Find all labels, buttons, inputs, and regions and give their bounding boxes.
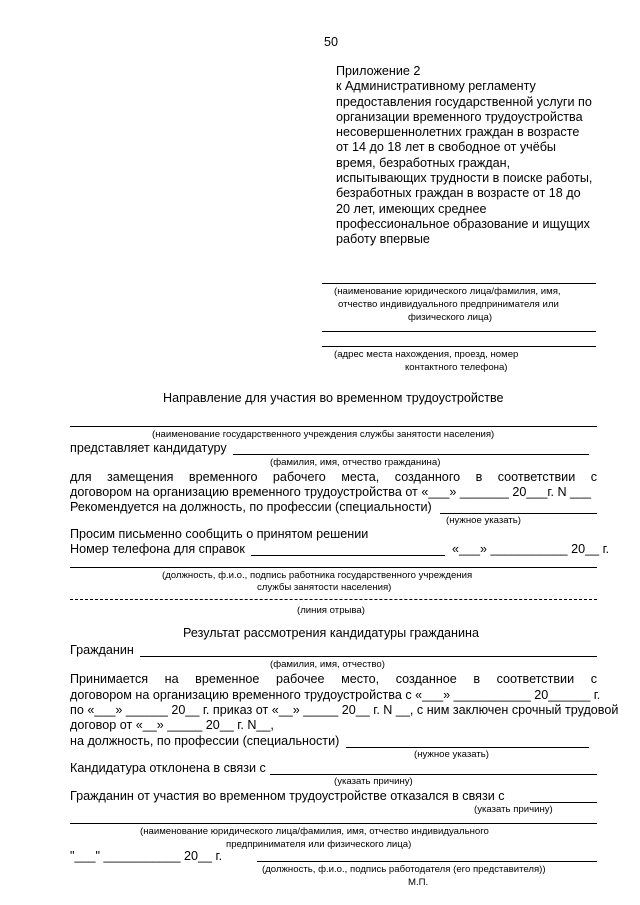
result-date: "___" ___________ 20__ г. <box>70 849 223 863</box>
reason-caption: (указать причину) <box>474 804 553 815</box>
agency-name-line[interactable] <box>70 426 597 427</box>
appendix-line: организации временного трудоустройства <box>336 109 583 124</box>
result-specify-caption: (нужное указать) <box>414 749 489 760</box>
agency-caption: (наименование государственного учреждения службы занятости населения) <box>152 429 495 440</box>
refused-line: Гражданин от участия во временном трудоустройстве отказался в связи с <box>70 789 505 803</box>
order-line: по «___» ______ 20__ г. приказ от «__» _____ 20__ г. N __, с ним заключен срочный трудовой <box>70 703 619 717</box>
refused-reason-field[interactable] <box>530 802 597 803</box>
appendix-header <box>336 64 592 248</box>
appendix-line: безработных граждан в возрасте от 18 до <box>336 186 581 201</box>
appendix-line: предоставления государственной услуги по <box>336 94 592 109</box>
fixed-term-line: договор от «__» _____ 20__ г. N__, <box>70 718 274 732</box>
request-line: Просим письменно сообщить о принятом решении <box>70 527 369 541</box>
candidate-name-line[interactable] <box>233 454 589 455</box>
phone-label: Номер телефона для справок <box>70 542 245 556</box>
reason-caption: (указать причину) <box>334 776 413 787</box>
result-citizen-label: Гражданин <box>70 643 134 657</box>
accepted-line: Принимается на временное рабочее место, созданное в соответствии с <box>70 672 597 686</box>
appendix-line: Приложение 2 <box>336 64 421 78</box>
page-number: 50 <box>324 35 339 49</box>
vacancy-line: для замещения временного рабочего места, созданного в соответствии с <box>70 470 597 484</box>
appendix-line: несовершеннолетних граждан в возрасте <box>336 125 580 140</box>
address-caption: (адрес места нахождения, проезд, номер <box>334 349 519 360</box>
signature-caption: (должность, ф.и.о., подпись работника государственного учреждения <box>162 570 473 581</box>
result-employer-caption: (наименование юридического лица/фамилия, имя, отчество индивидуального <box>140 826 489 837</box>
appendix-line: профессиональное образование и ищущих <box>336 216 590 231</box>
result-title: Результат рассмотрения кандидатуры гражданина <box>183 626 479 640</box>
appendix-line: время, безработных граждан, <box>336 155 511 170</box>
appendix-line: испытывающих трудности в поиске работы, <box>336 171 593 186</box>
specify-caption: (нужное указать) <box>446 515 521 526</box>
employer-signature-caption: (должность, ф.и.о., подпись работодателя (его представителя)) <box>262 864 546 875</box>
employer-signature-line[interactable] <box>257 861 597 862</box>
position-line[interactable] <box>440 513 597 514</box>
employer-caption: (наименование юридического лица/фамилия, имя, <box>334 286 561 297</box>
citizen-caption: (фамилия, имя, отчество гражданина) <box>270 457 441 468</box>
recommended-line: Рекомендуется на должность, по профессии (специальности) <box>70 500 432 514</box>
employer-caption: физического лица) <box>408 312 493 323</box>
result-employer-line[interactable] <box>70 823 597 824</box>
result-citizen-line[interactable] <box>140 656 597 657</box>
address-line[interactable] <box>322 331 596 332</box>
employer-caption: отчество индивидуального предпринимателя или <box>338 299 559 310</box>
result-employer-caption: предпринимателя или физического лица) <box>226 839 412 850</box>
result-citizen-caption: (фамилия, имя, отчество) <box>270 659 385 670</box>
appendix-line: 20 лет, имеющих среднее <box>336 201 487 216</box>
employer-name-line[interactable] <box>322 283 596 284</box>
result-position-line: на должность, по профессии (специальности) <box>70 734 340 748</box>
tear-line <box>70 599 597 600</box>
result-position-field[interactable] <box>346 747 589 748</box>
result-contract-line: договором на организацию временного трудоустройства с «___» ___________ 20______ г. <box>70 688 601 702</box>
tear-caption: (линия отрыва) <box>297 605 365 616</box>
phone-date: «___» ___________ 20__ г. <box>452 542 610 556</box>
address-caption: контактного телефона) <box>405 362 508 373</box>
signature-caption: службы занятости населения) <box>257 582 392 593</box>
seal-mark: М.П. <box>408 877 429 888</box>
signature-line[interactable] <box>70 567 597 568</box>
rejected-line: Кандидатура отклонена в связи с <box>70 761 266 775</box>
phone-line[interactable] <box>251 555 445 556</box>
contract-line: договором на организацию временного трудоустройства от «___» _______ 20___г. N ___ <box>70 485 592 499</box>
address-line[interactable] <box>322 346 596 347</box>
referral-title: Направление для участия во временном трудоустройстве <box>163 391 504 405</box>
presents-label: представляет кандидатуру <box>70 441 227 455</box>
appendix-line: работу впервые <box>336 232 430 247</box>
rejected-reason-field[interactable] <box>270 774 597 775</box>
appendix-line: к Административному регламенту <box>336 79 536 94</box>
appendix-line: от 14 до 18 лет в свободное от учёбы <box>336 140 556 155</box>
